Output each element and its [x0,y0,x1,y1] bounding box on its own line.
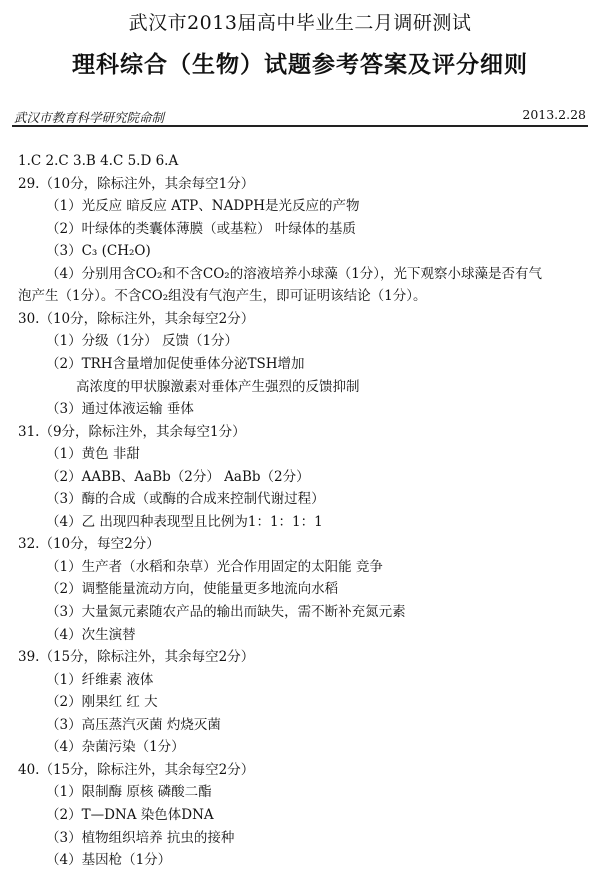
document-title: 武汉市2013届高中毕业生二月调研测试 [128,12,472,34]
answer-29-2: （2）叶绿体的类囊体薄膜（或基粒） 叶绿体的基质 [46,220,356,237]
question-30-header: 30.（10分，除标注外，其余每空2分） [18,310,255,327]
answer-30-1: （1）分级（1分） 反馈（1分） [46,333,239,350]
answer-39-2: （2）刚果红 红 大 [46,694,158,711]
question-31-header: 31.（9分，除标注外，其余每空1分） [18,423,246,440]
question-40-header: 40.（15分，除标注外，其余每空2分） [18,761,255,778]
answer-29-3: （3）C₃ (CH₂O) [46,243,151,260]
answer-40-2: （2）T—DNA 染色体DNA [46,806,214,823]
answer-32-4: （4）次生演替 [46,626,136,643]
question-39-header: 39.（15分，除标注外，其余每空2分） [18,649,255,666]
question-32-header: 32.（10分，每空2分） [18,536,160,553]
answer-30-3: （3）通过体液运输 垂体 [46,401,194,418]
answer-31-2: （2）AABB、AaBb（2分） AaBb（2分） [46,468,310,485]
answer-39-1: （1）纤维素 液体 [46,671,154,688]
answer-31-4: （4）乙 出现四种表现型且比例为1：1：1：1 [46,513,323,530]
answer-32-1: （1）生产者（水稻和杂草）光合作用固定的太阳能 竞争 [46,558,383,575]
answer-40-4: （4）基因枪（1分） [46,852,172,869]
answer-39-3: （3）高压蒸汽灭菌 灼烧灭菌 [46,716,221,733]
document-subtitle: 理科综合（生物）试题参考答案及评分细则 [72,51,528,78]
date-label: 2013.2.28 [522,107,586,122]
answer-39-4: （4）杂菌污染（1分） [46,739,185,756]
choice-answers: 1.C 2.C 3.B 4.C 5.D 6.A [18,153,179,169]
answer-29-4: （4）分别用含CO₂和不含CO₂的溶液培养小球藻（1分），光下观察小球藻是否有气 [46,265,543,282]
answer-30-2-cont: 高浓度的甲状腺激素对垂体产生强烈的反馈抑制 [76,378,360,395]
answer-31-3: （3）酶的合成（或酶的合成来控制代谢过程） [46,491,325,508]
answer-40-3: （3）植物组织培养 抗虫的接种 [46,829,235,846]
answer-29-4-cont: 泡产生（1分）。不含CO₂组没有气泡产生，即可证明该结论（1分）。 [18,288,427,305]
answer-32-2: （2）调整能量流动方向，使能量更多地流向水稻 [46,581,339,598]
publisher-label: 武汉市教育科学研究院命制 [14,110,165,125]
answer-40-1: （1）限制酶 原核 磷酸二酯 [46,784,212,801]
question-29-header: 29.（10分，除标注外，其余每空1分） [18,175,255,192]
answer-31-1: （1）黄色 非甜 [46,446,140,463]
answer-30-2: （2）TRH含量增加促使垂体分泌TSH增加 [46,355,305,372]
answer-32-3: （3）大量氮元素随农产品的输出而缺失，需不断补充氮元素 [46,604,406,620]
answer-29-1: （1）光反应 暗反应 ATP、NADPH是光反应的产物 [46,198,360,215]
